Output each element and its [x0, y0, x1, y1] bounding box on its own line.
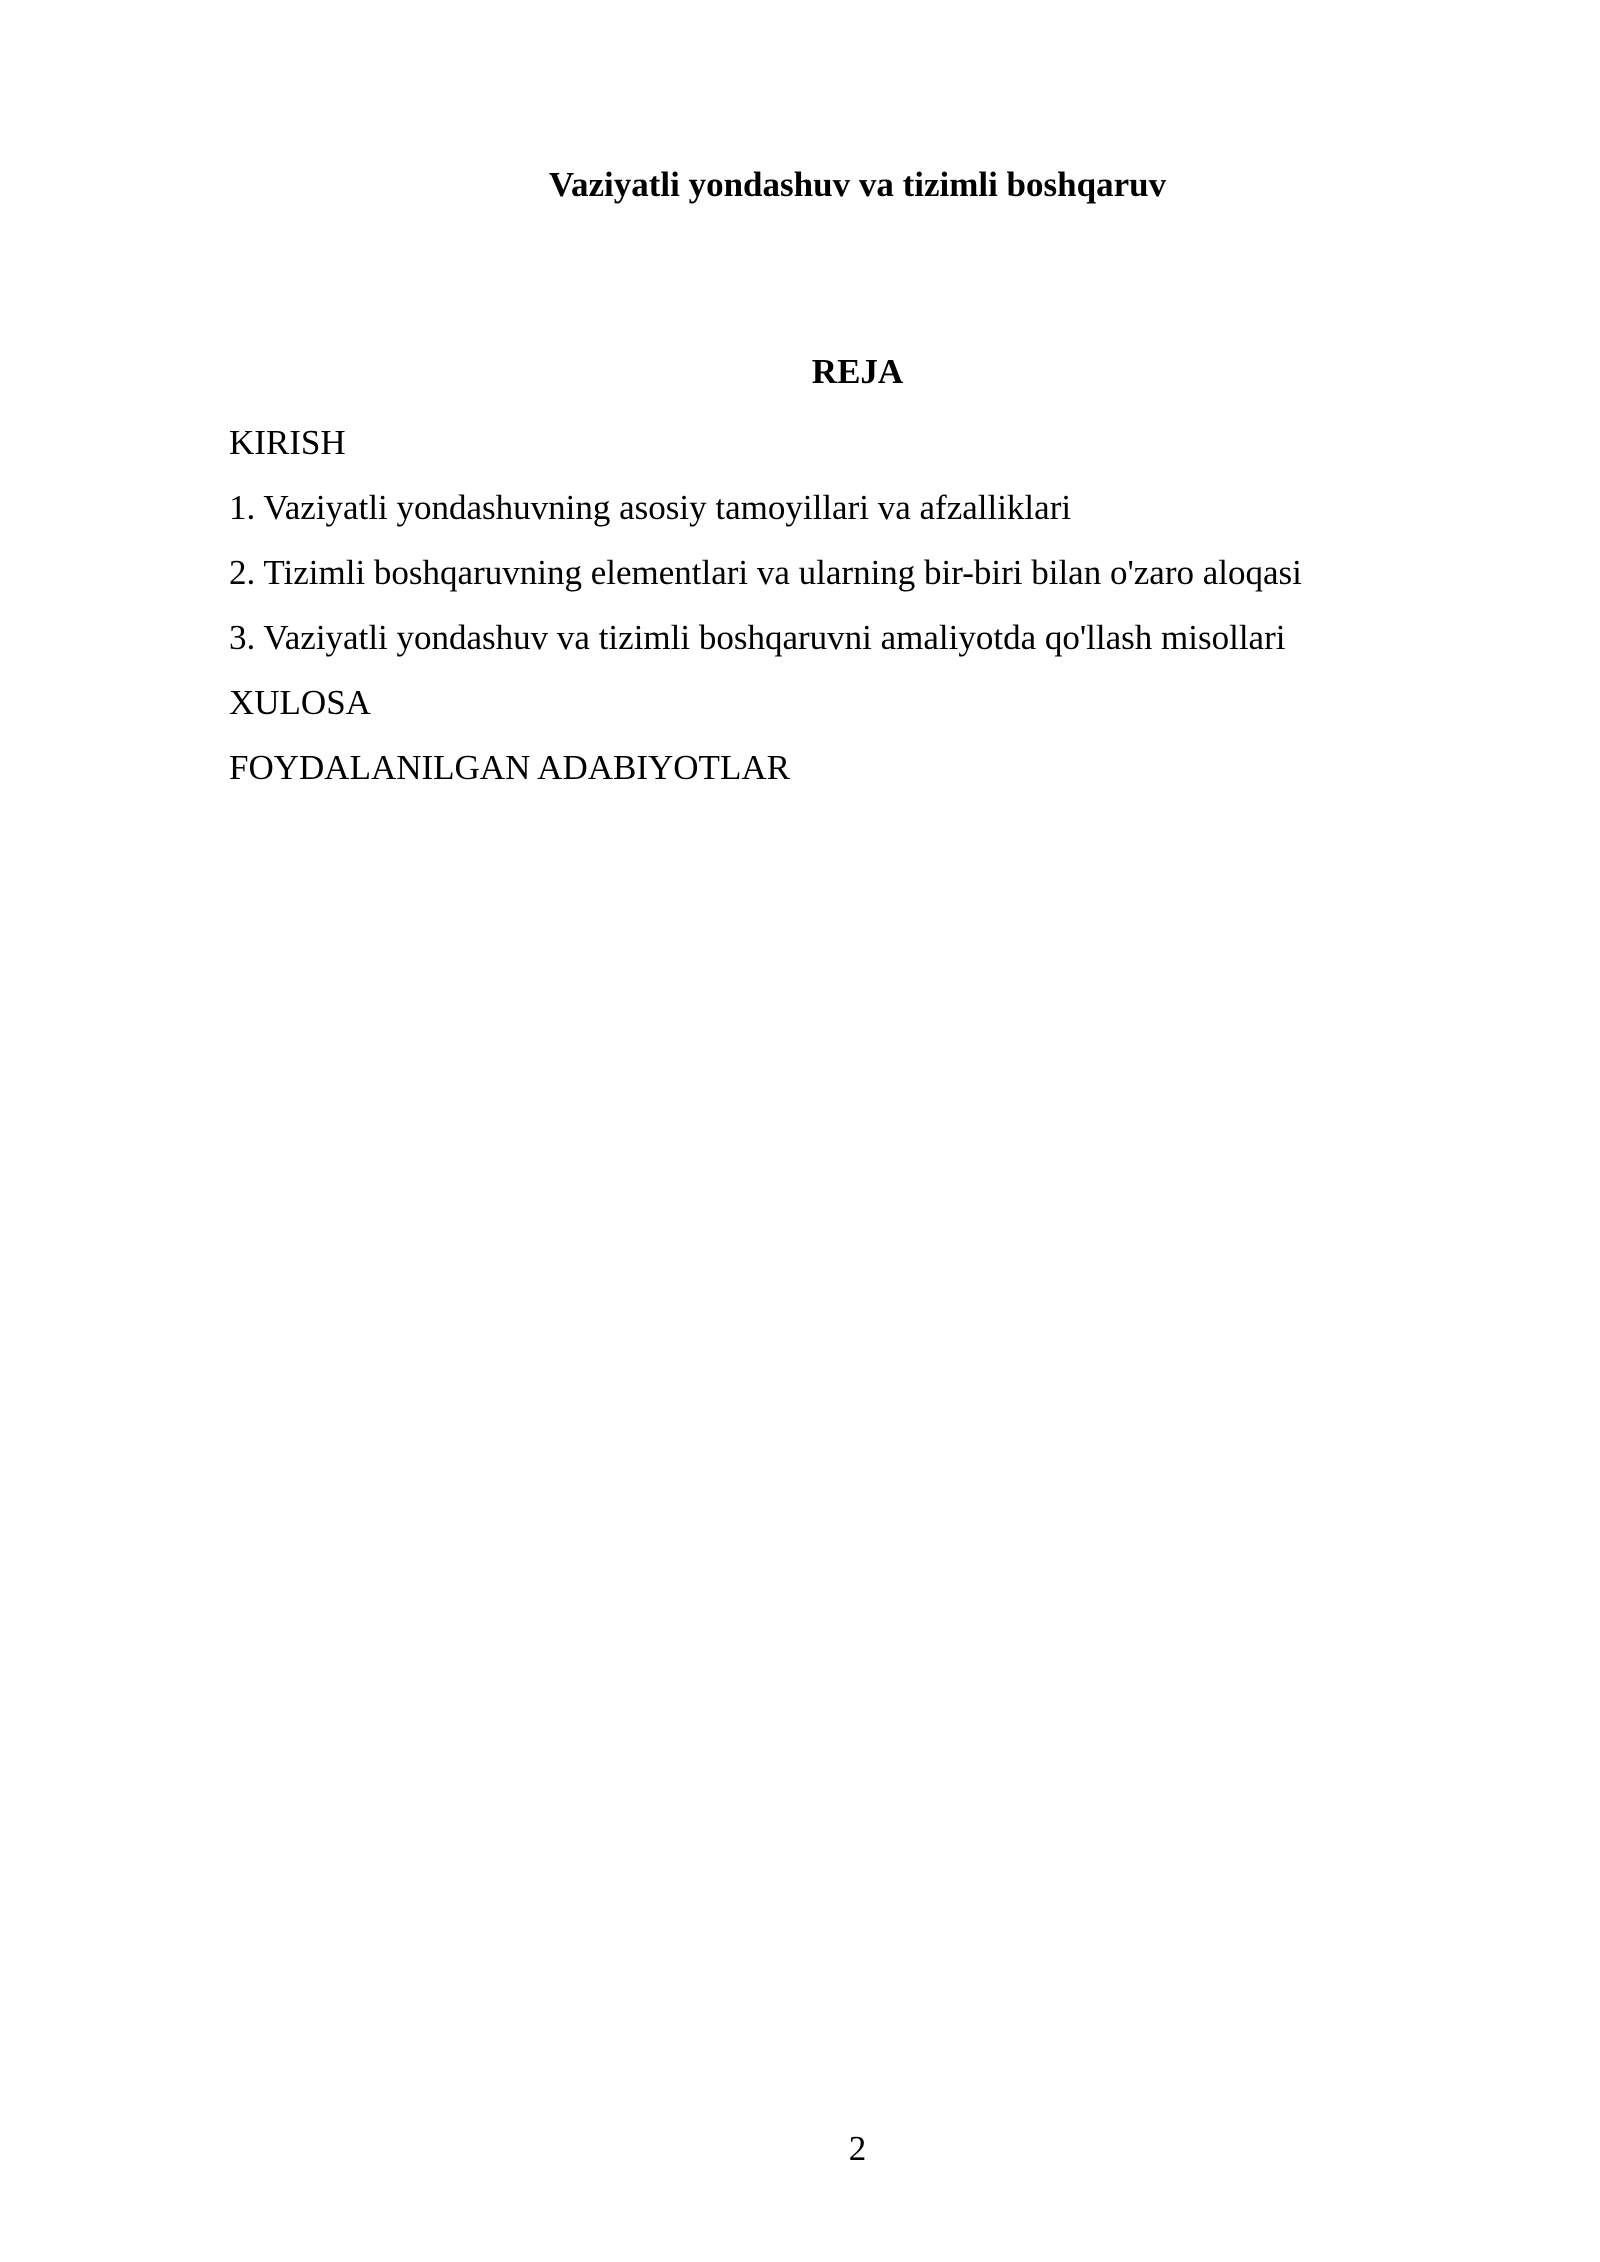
page-number: 2 — [848, 2129, 867, 2168]
document-title: Vaziyatli yondashuv va tizimli boshqaruv — [548, 165, 1167, 204]
plan-item-references: FOYDALANILGAN ADABIYOTLAR — [229, 748, 790, 787]
plan-list — [229, 418, 1489, 808]
plan-item-3: 3. Vaziyatli yondashuv va tizimli boshqaruvni amaliyotda qo'llash misollari — [229, 618, 1286, 657]
plan-item-intro: KIRISH — [229, 423, 346, 462]
plan-heading: REJA — [811, 352, 904, 391]
plan-item-conclusion: XULOSA — [229, 683, 371, 722]
plan-item-1: 1. Vaziyatli yondashuvning asosiy tamoyillari va afzalliklari — [229, 488, 1072, 527]
plan-item-2: 2. Tizimli boshqaruvning elementlari va ularning bir-biri bilan o'zaro aloqasi — [229, 553, 1302, 592]
